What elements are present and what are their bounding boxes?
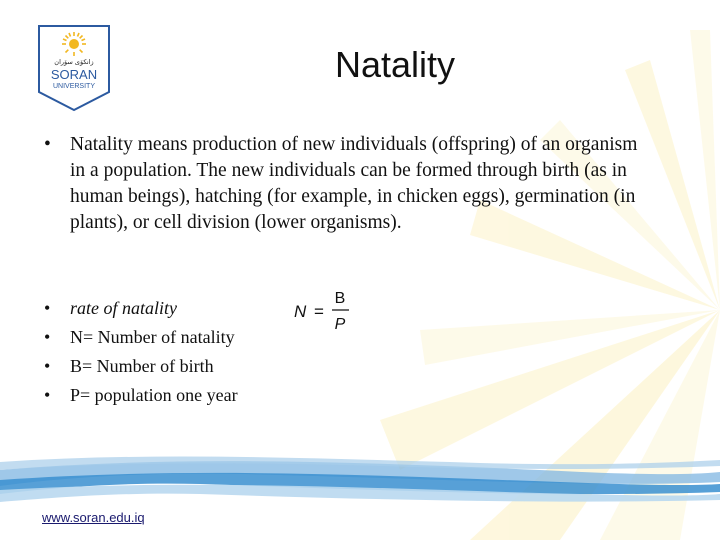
soran-university-logo — [36, 24, 112, 112]
slide-title: Natality — [334, 44, 456, 85]
list-item — [44, 385, 344, 414]
definition-paragraph — [44, 132, 644, 236]
formula-denominator: P — [334, 316, 346, 333]
formula-numerator: B — [334, 290, 346, 307]
logo-arabic-text: زانكۆی سۆران — [54, 58, 94, 66]
bullet: • — [44, 327, 51, 347]
website-link[interactable]: www.soran.edu.iq — [42, 510, 145, 525]
formula-lhs: N — [294, 302, 307, 321]
list-item-text: P= population one year — [70, 385, 238, 405]
list-item-text: B= Number of birth — [70, 356, 214, 376]
definition-text: Natality means production of new individuals (offspring) of an organism in a population. The new individuals can be formed through birth (as in human beings), hatching (for example, in chicken eggs), germination (in plants), or cell division (lower organisms). — [70, 134, 638, 233]
logo-name-line1: SORAN — [50, 67, 98, 82]
sun-icon — [62, 32, 86, 56]
formula-equals: = — [314, 302, 324, 321]
bullet: • — [44, 298, 51, 318]
list-item — [44, 356, 344, 385]
logo-name-line2: UNIVERSITY — [52, 83, 96, 90]
bullet: • — [44, 356, 51, 376]
list-item-text: rate of natality — [70, 298, 177, 318]
natality-formula — [292, 286, 356, 334]
list-item-text: N= Number of natality — [70, 327, 235, 347]
bullet: • — [44, 385, 51, 405]
bullet: • — [44, 134, 51, 155]
